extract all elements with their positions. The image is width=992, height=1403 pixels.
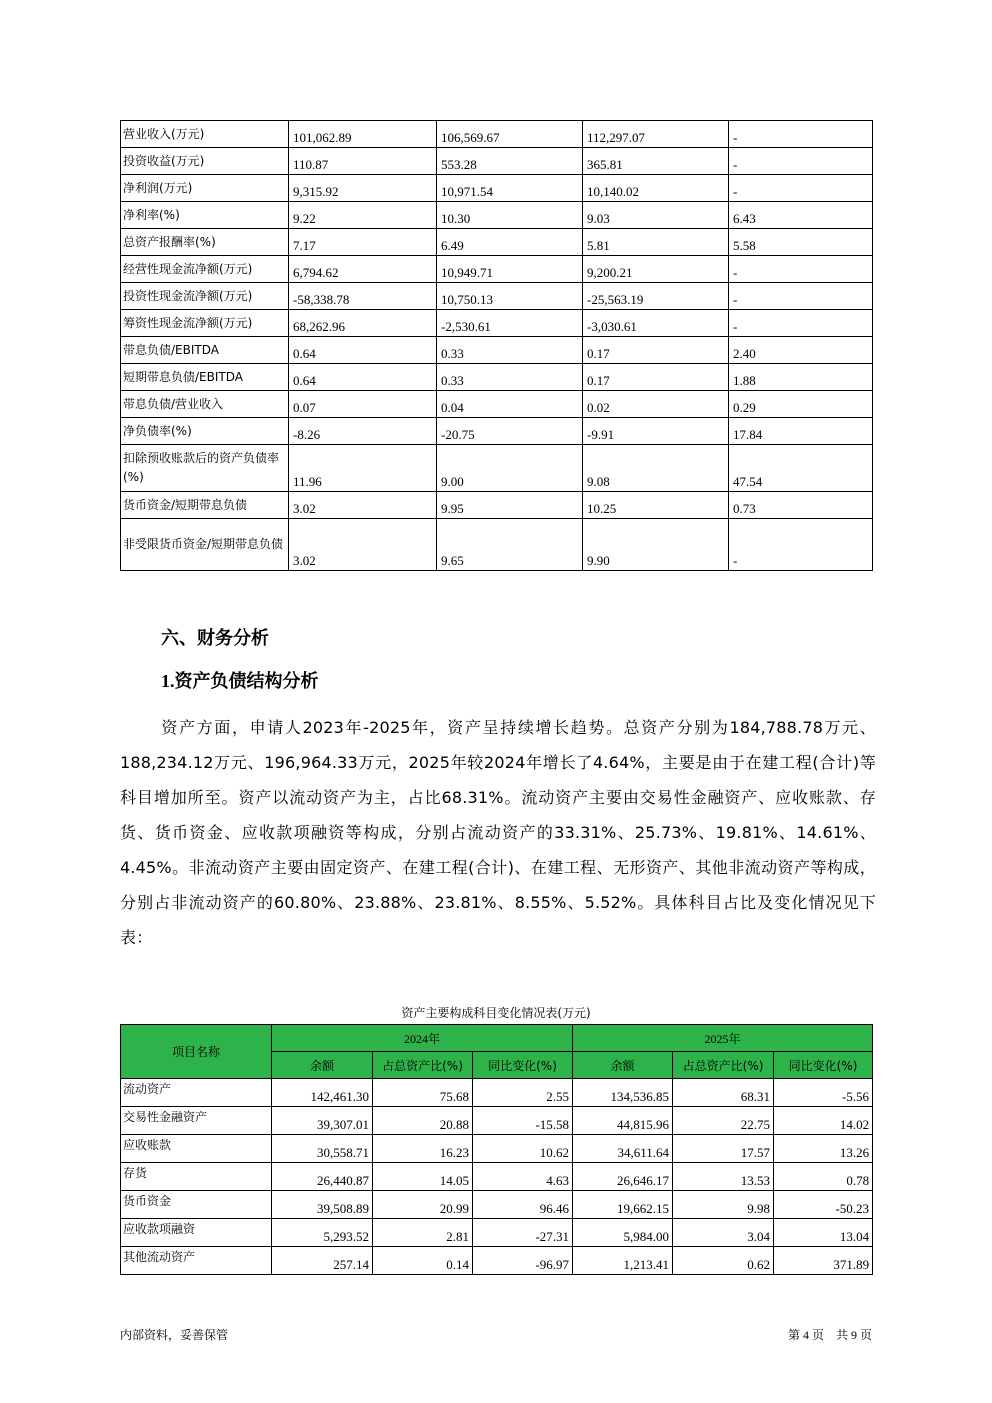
metric-value-2024: 10,971.54 [437, 175, 583, 202]
change-2025: 371.89 [774, 1247, 873, 1275]
header-share: 占总资产比(%) [673, 1052, 774, 1079]
amount-2024: 30,558.71 [272, 1135, 373, 1163]
asset-row [121, 1163, 873, 1191]
metric-value-2023: 68,262.96 [289, 310, 437, 337]
metric-value-2024: 553.28 [437, 148, 583, 175]
metric-industry-value: 5.58 [729, 229, 873, 256]
share-2024: 14.05 [373, 1163, 473, 1191]
change-2024: -96.97 [473, 1247, 573, 1275]
share-2024: 2.81 [373, 1219, 473, 1247]
metric-label: 总资产报酬率(%) [121, 229, 289, 256]
metric-value-2025: 10.25 [583, 492, 729, 519]
metrics-row [121, 418, 873, 445]
metric-industry-value: - [729, 148, 873, 175]
amount-2024: 26,440.87 [272, 1163, 373, 1191]
asset-composition-table [120, 1024, 873, 1275]
asset-name: 货币资金 [121, 1191, 272, 1219]
metric-value-2024: 0.04 [437, 391, 583, 418]
header-share: 占总资产比(%) [373, 1052, 473, 1079]
section-heading: 六、财务分析 [161, 628, 269, 649]
amount-2025: 44,815.96 [573, 1107, 673, 1135]
analysis-text: 资产方面，申请人2023年-2025年，资产呈持续增长趋势。总资产分别为184,788.78万元、188,234.12万元、196,964.33万元，2025年较2024年增长了4.64%，主要是由于在建工程(合计)等科目增加所至。资产以流动资产为主，占比68.31%。流动资产主要由交易性金融资产、应收账款、存货、货币资金、应收款项融资等构成，分别占流动资产的33.31%、25.73%、19.81%、14.61%、4.45%。非流动资产主要由固定资产、在建工程(合计)、在建工程、无形资产、其他非流动资产等构成，分别占非流动资产的60.80%、23.88%、23.81%、8.55%、5.52%。具体科目占比及变化情况见下表： [120, 718, 876, 947]
asset-row [121, 1135, 873, 1163]
share-2024: 20.88 [373, 1107, 473, 1135]
metric-industry-value: - [729, 310, 873, 337]
share-2025: 0.62 [673, 1247, 774, 1275]
metric-label: 筹资性现金流净额(万元) [121, 310, 289, 337]
asset-row [121, 1079, 873, 1107]
metric-value-2023: 9.22 [289, 202, 437, 229]
amount-2025: 134,536.85 [573, 1079, 673, 1107]
metric-value-2025: 0.02 [583, 391, 729, 418]
metric-value-2024: 9.95 [437, 492, 583, 519]
amount-2025: 34,611.64 [573, 1135, 673, 1163]
financial-metrics-table [120, 120, 873, 571]
metrics-row [121, 492, 873, 519]
metrics-row [121, 391, 873, 418]
header-item-name: 项目名称 [121, 1025, 272, 1079]
metrics-row [121, 175, 873, 202]
metric-industry-value: - [729, 283, 873, 310]
amount-2025: 5,984.00 [573, 1219, 673, 1247]
metrics-row [121, 283, 873, 310]
metric-label: 营业收入(万元) [121, 121, 289, 148]
metric-value-2023: 0.07 [289, 391, 437, 418]
header-year-2025: 2025年 [573, 1025, 873, 1052]
metric-label: 货币资金/短期带息负债 [121, 492, 289, 519]
metric-value-2025: 10,140.02 [583, 175, 729, 202]
metric-value-2024: 9.65 [437, 519, 583, 571]
metric-value-2025: 5.81 [583, 229, 729, 256]
subsection-number: 1. [161, 671, 175, 691]
change-2024: 2.55 [473, 1079, 573, 1107]
metrics-row [121, 519, 873, 571]
amount-2024: 257.14 [272, 1247, 373, 1275]
header-amount: 余额 [573, 1052, 673, 1079]
metric-value-2023: 6,794.62 [289, 256, 437, 283]
metrics-row [121, 445, 873, 492]
metric-value-2025: 9.90 [583, 519, 729, 571]
asset-row [121, 1219, 873, 1247]
metric-value-2025: 9.08 [583, 445, 729, 492]
header-change: 同比变化(%) [473, 1052, 573, 1079]
asset-name: 存货 [121, 1163, 272, 1191]
metric-label: 净利润(万元) [121, 175, 289, 202]
metrics-row [121, 310, 873, 337]
metric-value-2025: 9,200.21 [583, 256, 729, 283]
metric-value-2025: 112,297.07 [583, 121, 729, 148]
metric-industry-value: 0.29 [729, 391, 873, 418]
metric-industry-value: - [729, 256, 873, 283]
share-2025: 13.53 [673, 1163, 774, 1191]
metric-industry-value: 6.43 [729, 202, 873, 229]
metric-value-2023: 9,315.92 [289, 175, 437, 202]
metrics-row [121, 121, 873, 148]
amount-2025: 26,646.17 [573, 1163, 673, 1191]
amount-2024: 142,461.30 [272, 1079, 373, 1107]
metrics-row [121, 337, 873, 364]
share-2025: 17.57 [673, 1135, 774, 1163]
asset-row [121, 1191, 873, 1219]
metric-industry-value: 1.88 [729, 364, 873, 391]
metric-value-2023: 110.87 [289, 148, 437, 175]
metric-value-2024: 0.33 [437, 337, 583, 364]
change-2025: -50.23 [774, 1191, 873, 1219]
metric-label: 经营性现金流净额(万元) [121, 256, 289, 283]
metric-industry-value: 2.40 [729, 337, 873, 364]
change-2024: -15.58 [473, 1107, 573, 1135]
change-2025: 13.04 [774, 1219, 873, 1247]
metrics-row [121, 202, 873, 229]
change-2024: 10.62 [473, 1135, 573, 1163]
metric-value-2025: 0.17 [583, 364, 729, 391]
footer-confidential: 内部资料，妥善保管 [120, 1328, 229, 1342]
asset-name: 应收款项融资 [121, 1219, 272, 1247]
amount-2025: 1,213.41 [573, 1247, 673, 1275]
share-2025: 9.98 [673, 1191, 774, 1219]
metric-value-2024: 0.33 [437, 364, 583, 391]
metric-label: 短期带息负债/EBITDA [121, 364, 289, 391]
metric-value-2023: 0.64 [289, 364, 437, 391]
metric-value-2024: -20.75 [437, 418, 583, 445]
metric-industry-value: - [729, 121, 873, 148]
metric-value-2023: -58,338.78 [289, 283, 437, 310]
table-caption: 资产主要构成科目变化情况表(万元) [401, 1006, 591, 1020]
metric-value-2025: 0.17 [583, 337, 729, 364]
amount-2025: 19,662.15 [573, 1191, 673, 1219]
analysis-paragraph [120, 710, 876, 955]
amount-2024: 39,307.01 [272, 1107, 373, 1135]
amount-2024: 39,508.89 [272, 1191, 373, 1219]
share-2024: 16.23 [373, 1135, 473, 1163]
header-year-2024: 2024年 [272, 1025, 573, 1052]
asset-name: 其他流动资产 [121, 1247, 272, 1275]
metric-label: 带息负债/营业收入 [121, 391, 289, 418]
change-2025: 14.02 [774, 1107, 873, 1135]
metric-industry-value: 0.73 [729, 492, 873, 519]
subsection-heading [161, 667, 319, 693]
share-2024: 20.99 [373, 1191, 473, 1219]
metric-value-2024: 10.30 [437, 202, 583, 229]
metric-value-2024: 106,569.67 [437, 121, 583, 148]
metric-industry-value: - [729, 175, 873, 202]
change-2024: 4.63 [473, 1163, 573, 1191]
header-change: 同比变化(%) [774, 1052, 873, 1079]
change-2025: 13.26 [774, 1135, 873, 1163]
metric-value-2025: 365.81 [583, 148, 729, 175]
share-2024: 0.14 [373, 1247, 473, 1275]
metric-value-2023: 11.96 [289, 445, 437, 492]
metric-industry-value: 47.54 [729, 445, 873, 492]
footer-page-number: 第 4 页 共 9 页 [787, 1328, 872, 1342]
metric-value-2025: -3,030.61 [583, 310, 729, 337]
amount-2024: 5,293.52 [272, 1219, 373, 1247]
metrics-row [121, 256, 873, 283]
share-2025: 22.75 [673, 1107, 774, 1135]
metric-value-2024: 10,949.71 [437, 256, 583, 283]
metrics-row [121, 229, 873, 256]
metric-value-2024: 10,750.13 [437, 283, 583, 310]
change-2024: -27.31 [473, 1219, 573, 1247]
metric-value-2023: -8.26 [289, 418, 437, 445]
metric-value-2025: -9.91 [583, 418, 729, 445]
asset-row [121, 1247, 873, 1275]
metric-industry-value: - [729, 519, 873, 571]
metric-value-2023: 3.02 [289, 492, 437, 519]
metric-label: 净利率(%) [121, 202, 289, 229]
metric-value-2024: 9.00 [437, 445, 583, 492]
subsection-title: 资产负债结构分析 [174, 671, 319, 692]
asset-name: 流动资产 [121, 1079, 272, 1107]
metric-value-2023: 3.02 [289, 519, 437, 571]
share-2025: 3.04 [673, 1219, 774, 1247]
share-2024: 75.68 [373, 1079, 473, 1107]
asset-name: 应收账款 [121, 1135, 272, 1163]
metric-industry-value: 17.84 [729, 418, 873, 445]
metric-value-2025: 9.03 [583, 202, 729, 229]
metric-value-2025: -25,563.19 [583, 283, 729, 310]
change-2024: 96.46 [473, 1191, 573, 1219]
metric-value-2024: 6.49 [437, 229, 583, 256]
metrics-row [121, 148, 873, 175]
metric-label: 扣除预收账款后的资产负债率(%) [121, 445, 289, 492]
metric-label: 投资收益(万元) [121, 148, 289, 175]
change-2025: -5.56 [774, 1079, 873, 1107]
metric-value-2023: 101,062.89 [289, 121, 437, 148]
metric-label: 带息负债/EBITDA [121, 337, 289, 364]
metric-label: 投资性现金流净额(万元) [121, 283, 289, 310]
metric-value-2023: 7.17 [289, 229, 437, 256]
header-amount: 余额 [272, 1052, 373, 1079]
metric-label: 非受限货币资金/短期带息负债 [121, 519, 289, 571]
metric-value-2024: -2,530.61 [437, 310, 583, 337]
share-2025: 68.31 [673, 1079, 774, 1107]
asset-name: 交易性金融资产 [121, 1107, 272, 1135]
metric-label: 净负债率(%) [121, 418, 289, 445]
metric-value-2023: 0.64 [289, 337, 437, 364]
asset-row [121, 1107, 873, 1135]
metrics-row [121, 364, 873, 391]
change-2025: 0.78 [774, 1163, 873, 1191]
